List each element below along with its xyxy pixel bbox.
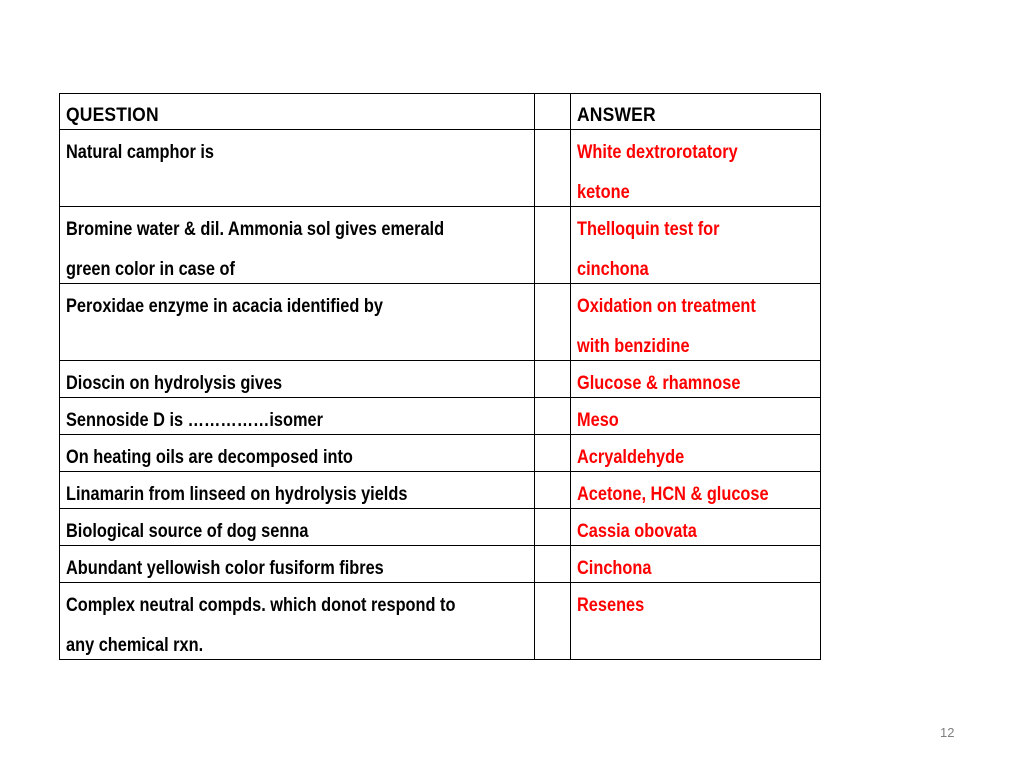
answer-cell [571, 509, 821, 546]
question-cell [60, 546, 535, 583]
answer-cell [571, 284, 821, 361]
answer-cell [571, 435, 821, 472]
empty-cell [535, 546, 571, 583]
table-row [60, 207, 821, 284]
empty-cell [535, 435, 571, 472]
empty-cell [535, 361, 571, 398]
question-cell [60, 361, 535, 398]
page-number: 12 [940, 725, 955, 740]
question-text: Sennoside D is ……………isomer [66, 410, 323, 431]
question-text: On heating oils are decomposed into [66, 447, 353, 468]
table-row [60, 361, 821, 398]
answer-text: with benzidine [577, 336, 690, 357]
answer-text: Oxidation on treatment [577, 296, 756, 317]
answer-text: Thelloquin test for [577, 219, 720, 240]
question-cell [60, 130, 535, 207]
question-text: Abundant yellowish color fusiform fibres [66, 558, 384, 579]
answer-text: Cinchona [577, 558, 652, 579]
answer-cell [571, 398, 821, 435]
empty-cell [535, 207, 571, 284]
table-row [60, 435, 821, 472]
answer-text: Cassia obovata [577, 521, 697, 542]
question-answer-table [59, 93, 821, 660]
question-text: any chemical rxn. [66, 635, 204, 656]
empty-cell [535, 509, 571, 546]
question-text: Natural camphor is [66, 142, 215, 163]
answer-text: ketone [577, 182, 630, 203]
table-body [60, 94, 821, 660]
question-cell [60, 284, 535, 361]
table-row [60, 546, 821, 583]
answer-cell [571, 361, 821, 398]
answer-text: cinchona [577, 259, 649, 280]
empty-cell [535, 583, 571, 660]
question-cell [60, 472, 535, 509]
question-text: Peroxidae enzyme in acacia identified by [66, 296, 383, 317]
question-text: Linamarin from linseed on hydrolysis yields [66, 484, 408, 505]
empty-cell [535, 398, 571, 435]
question-text: green color in case of [66, 259, 235, 280]
answer-text: Glucose & rhamnose [577, 373, 741, 394]
table-row [60, 472, 821, 509]
empty-cell [535, 472, 571, 509]
question-text: Dioscin on hydrolysis gives [66, 373, 283, 394]
answer-text: Acryaldehyde [577, 447, 685, 468]
table-row [60, 583, 821, 660]
question-cell [60, 435, 535, 472]
question-cell [60, 509, 535, 546]
question-text: Bromine water & dil. Ammonia sol gives emerald [66, 219, 445, 240]
answer-text: Acetone, HCN & glucose [577, 484, 769, 505]
answer-header: ANSWER [571, 94, 821, 130]
table-row [60, 509, 821, 546]
answer-cell [571, 583, 821, 660]
empty-cell [535, 130, 571, 207]
table-header-row [60, 94, 821, 130]
answer-cell [571, 207, 821, 284]
empty-header-cell [535, 94, 571, 130]
question-cell [60, 583, 535, 660]
question-text: Complex neutral compds. which donot respond to [66, 595, 456, 616]
answer-text: White dextrorotatory [577, 142, 738, 163]
question-cell [60, 398, 535, 435]
answer-text: Meso [577, 410, 619, 431]
table-row [60, 398, 821, 435]
question-header: QUESTION [60, 94, 535, 130]
question-cell [60, 207, 535, 284]
answer-cell [571, 546, 821, 583]
question-text: Biological source of dog senna [66, 521, 309, 542]
table-row [60, 284, 821, 361]
answer-cell [571, 130, 821, 207]
answer-text: Resenes [577, 595, 645, 616]
table-row [60, 130, 821, 207]
empty-cell [535, 284, 571, 361]
answer-cell [571, 472, 821, 509]
